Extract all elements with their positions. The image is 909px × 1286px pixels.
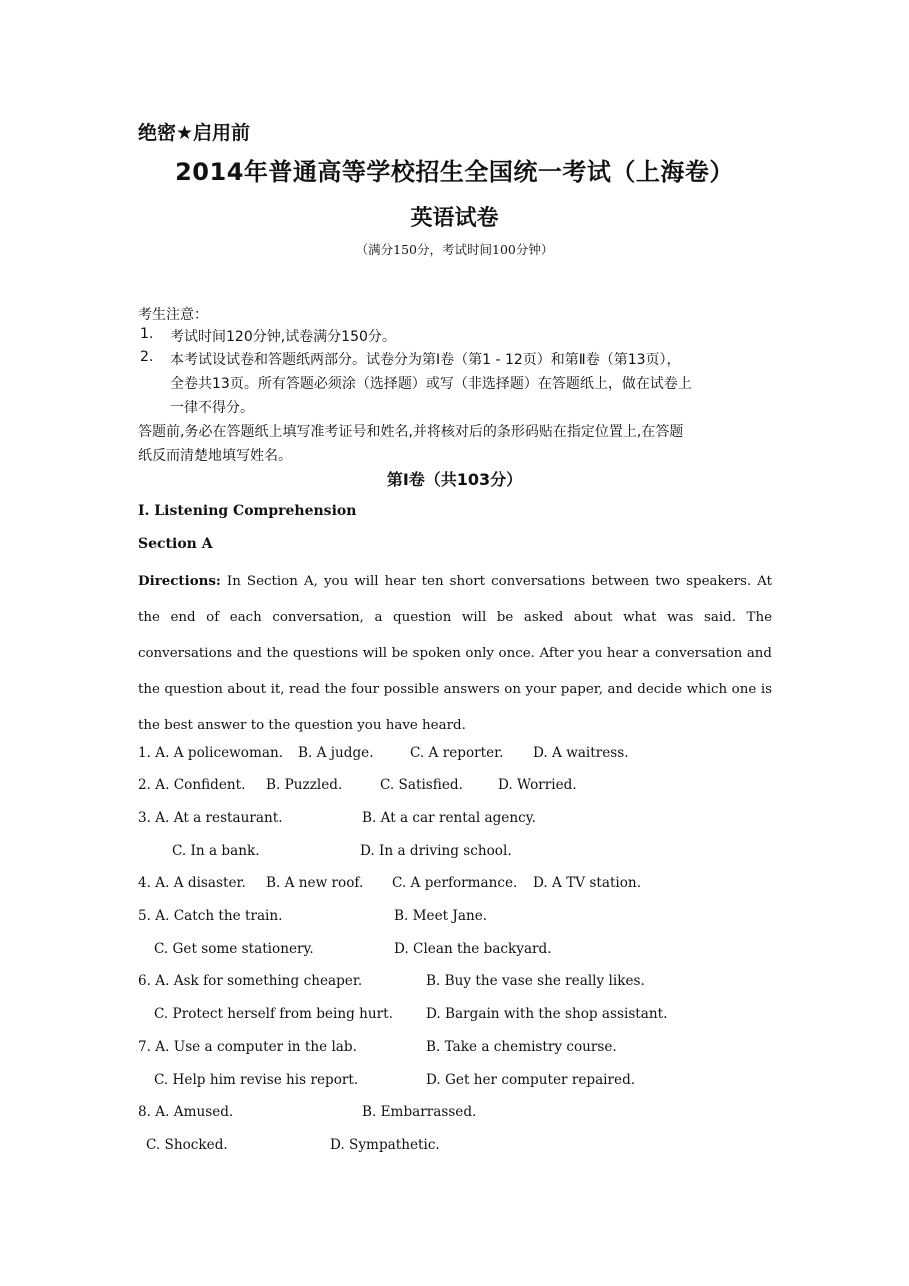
- q1-option-c: C. A reporter.: [410, 745, 504, 761]
- q4-option-b: B. A new roof.: [266, 875, 364, 891]
- q7-option-d: D. Get her computer repaired.: [426, 1072, 636, 1088]
- directions-label: Directions:: [138, 573, 221, 589]
- notice-extra-line2: 纸反而清楚地填写姓名。: [138, 448, 292, 464]
- q3-option-a: 3. A. At a restaurant.: [138, 810, 283, 826]
- q3-option-d: D. In a driving school.: [360, 843, 512, 859]
- q5-option-d: D. Clean the backyard.: [394, 941, 552, 957]
- q4-option-d: D. A TV station.: [533, 875, 642, 891]
- q8-option-d: D. Sympathetic.: [330, 1137, 440, 1153]
- q7-option-c: C. Help him revise his report.: [154, 1072, 359, 1088]
- q4-option-c: C. A performance.: [392, 875, 518, 891]
- q2-option-d: D. Worried.: [498, 777, 577, 793]
- q3-option-c: C. In a bank.: [172, 843, 260, 859]
- notice-item2-line2: 全卷共13页。所有答题必须涂（选择题）或写（非选择题）在答题纸上，做在试卷上: [170, 376, 692, 392]
- q5-option-c: C. Get some stationery.: [154, 941, 314, 957]
- q1-option-d: D. A waitress.: [533, 745, 629, 761]
- q7-option-a: 7. A. Use a computer in the lab.: [138, 1039, 357, 1055]
- q6-option-a: 6. A. Ask for something cheaper.: [138, 973, 363, 989]
- part-title: I. Listening Comprehension: [138, 503, 357, 519]
- q8-option-a: 8. A. Amused.: [138, 1104, 234, 1120]
- q7-option-b: B. Take a chemistry course.: [426, 1039, 617, 1055]
- notice-heading: 考生注意：: [138, 307, 208, 323]
- q1-option-a: 1. A. A policewoman.: [138, 745, 284, 761]
- score-time-note: （满分150分，考试时间100分钟）: [355, 242, 554, 257]
- directions-text: In Section A, you will hear ten short conversations between two speakers. At the end of each conversation, a question will be asked about what was said. The conversations and the questions will be spoken only once. After you hear a conversation and the question about it, read the four possible answers on your paper, and decide which one is the best answer to the question you have heard.: [138, 574, 772, 733]
- q6-option-c: C. Protect herself from being hurt.: [154, 1006, 393, 1022]
- q4-option-a: 4. A. A disaster.: [138, 875, 246, 891]
- directions-paragraph: [138, 563, 772, 744]
- section-title: Section A: [138, 536, 213, 552]
- q6-option-b: B. Buy the vase she really likes.: [426, 973, 645, 989]
- q8-option-b: B. Embarrassed.: [362, 1104, 477, 1120]
- q3-option-b: B. At a car rental agency.: [362, 810, 536, 826]
- q5-option-b: B. Meet Jane.: [394, 908, 488, 924]
- notice-item1-number: 1.: [140, 326, 154, 342]
- notice-item2-line1: 本考试设试卷和答题纸两部分。试卷分为第Ⅰ卷（第1 - 12页）和第Ⅱ卷（第13页），: [170, 352, 681, 368]
- q2-option-b: B. Puzzled.: [266, 777, 343, 793]
- exam-subtitle: 英语试卷: [410, 206, 499, 231]
- q6-option-d: D. Bargain with the shop assistant.: [426, 1006, 668, 1022]
- q5-option-a: 5. A. Catch the train.: [138, 908, 283, 924]
- q2-option-a: 2. A. Confident.: [138, 777, 246, 793]
- notice-item1: 考试时间120分钟,试卷满分150分。: [170, 329, 396, 345]
- q8-option-c: C. Shocked.: [146, 1137, 228, 1153]
- notice-item2-number: 2.: [140, 349, 154, 365]
- q2-option-c: C. Satisfied.: [380, 777, 463, 793]
- volume-title: 第I卷（共103分）: [386, 470, 523, 489]
- confidential-label: 绝密★启用前: [138, 122, 251, 144]
- q1-option-b: B. A judge.: [298, 745, 374, 761]
- exam-title: 2014年普通高等学校招生全国统一考试（上海卷）: [175, 158, 734, 186]
- notice-extra-line1: 答题前,务必在答题纸上填写准考证号和姓名,并将核对后的条形码贴在指定位置上,在答题: [138, 424, 684, 440]
- notice-item2-line3: 一律不得分。: [170, 400, 254, 416]
